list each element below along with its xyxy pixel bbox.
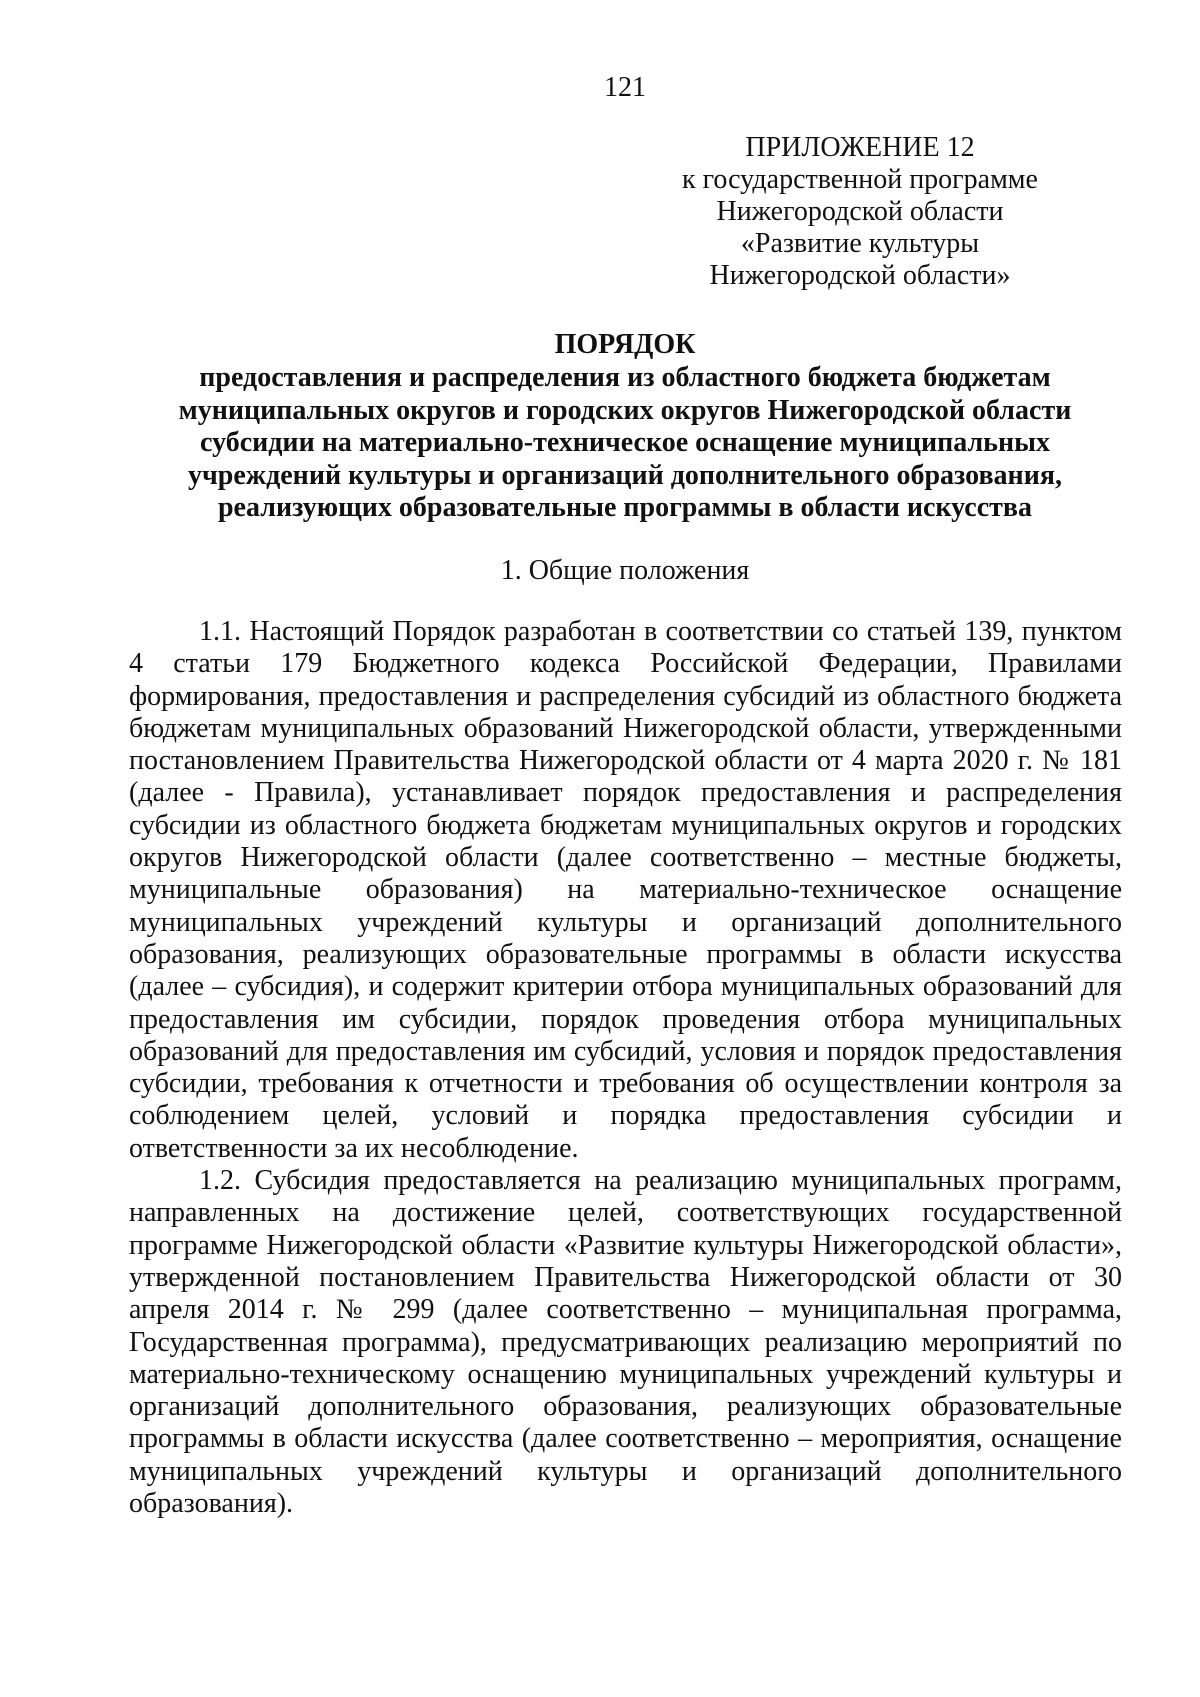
order-title: ПОРЯДОК bbox=[554, 329, 696, 360]
section-heading: 1. Общие положения bbox=[500, 555, 750, 586]
appendix-line: Нижегородской области» bbox=[709, 260, 1011, 291]
appendix-line: «Развитие культуры bbox=[740, 228, 980, 259]
appendix-line: Нижегородской области bbox=[716, 196, 1004, 227]
appendix-header bbox=[620, 132, 1100, 292]
page-number: 121 bbox=[604, 72, 646, 103]
subtitle-line: муниципальных округов и городских округов Нижегородской области bbox=[178, 394, 1072, 426]
body-text bbox=[129, 616, 1122, 1520]
paragraph-1-1: 1.1. Настоящий Порядок разработан в соответствии со статьей 139, пунктом 4 статьи 179 Бюджетного кодекса Российской Федерации, Правилами формирования, предоставления и распределения субсидий из областного бюджета бюджетам муниципальных образований Нижегородской области, утвержденными постановлением Правительства Нижегородской области от 4 марта 2020 г. № 181 (далее - Правила), устанавливает порядок предоставления и распределения субсидии из областного бюджета бюджетам муниципальных округов и городских округов Нижегородской области (далее соответственно – местные бюджеты, муниципальные образования) на материально-техническое оснащение муниципальных учреждений культуры и организаций дополнительного образования, реализующих образовательные программы в области искусства (далее – субсидия), и содержит критерии отбора муниципальных образований для предоставления им субсидии, порядок проведения отбора муниципальных образований для предоставления им субсидий, условия и порядок предоставления субсидии, требования к отчетности и требования об осуществлении контроля за соблюдением целей, условий и порядка предоставления субсидии и ответственности за их несоблюдение. bbox=[129, 616, 1122, 1164]
subtitle-line: субсидии на материально-техническое оснащение муниципальных bbox=[200, 427, 1050, 458]
subtitle-line: учреждений культуры и организаций дополнительного образования, bbox=[188, 459, 1062, 491]
subtitle-line: предоставления и распределения из областного бюджета бюджетам bbox=[199, 362, 1051, 393]
appendix-line: ПРИЛОЖЕНИЕ 12 bbox=[745, 132, 975, 163]
appendix-line: к государственной программе bbox=[682, 164, 1038, 195]
order-subtitle bbox=[140, 362, 1110, 525]
paragraph-1-2: 1.2. Субсидия предоставляется на реализацию муниципальных программ, направленных на достижение целей, соответствующих государственной программе Нижегородской области «Развитие культуры Нижегородской области», утвержденной постановлением Правительства Нижегородской области от 30 апреля 2014 г. № 299 (далее соответственно – муниципальная программа, Государственная программа), предусматривающих реализацию мероприятий по материально-техническому оснащению муниципальных учреждений культуры и организаций дополнительного образования, реализующих образовательные программы в области искусства (далее соответственно – мероприятия, оснащение муниципальных учреждений культуры и организаций дополнительного образования). bbox=[129, 1165, 1122, 1520]
subtitle-line: реализующих образовательные программы в области искусства bbox=[217, 492, 1032, 523]
